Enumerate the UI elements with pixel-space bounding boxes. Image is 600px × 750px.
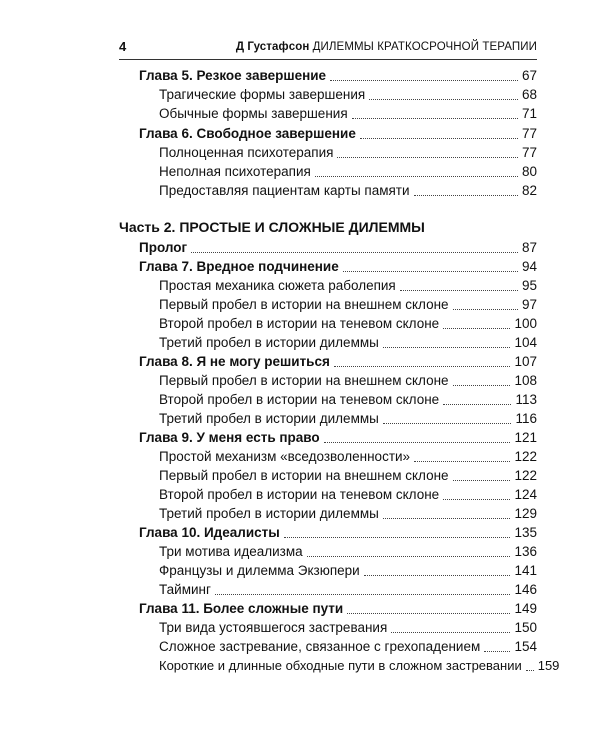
toc-section [159,143,537,163]
toc-entry-page: 97 [521,297,537,312]
toc-section [159,447,537,467]
toc-section [159,371,537,391]
toc-entry-page: 150 [514,620,537,635]
dot-leader [443,404,511,405]
dot-leader [414,195,518,196]
toc-section [159,276,537,296]
toc-section [159,561,537,581]
toc-entry-page: 149 [514,601,537,616]
toc-entry-title: Три мотива идеализма [159,544,303,559]
toc-entry-title: Второй пробел в истории на теневом склоне [159,392,440,407]
dot-leader [383,518,511,519]
toc-entry-title: Глава 10. Идеалисты [139,525,280,540]
toc-entry-title: Французы и дилемма Экзюпери [159,563,360,578]
dot-leader [443,499,510,500]
toc-section [159,85,537,105]
toc-section [159,390,537,410]
toc-entry-title: Глава 7. Вредное подчинение [139,259,339,274]
page-number: 4 [119,39,127,54]
toc-entry-page: 67 [521,68,537,83]
dot-leader [484,651,510,652]
toc-entry-title: Трагические формы завершения [159,87,366,102]
toc-entry-page: 108 [514,373,537,388]
toc-section [159,637,537,657]
toc-entry-title: Глава 6. Свободное завершение [139,126,356,141]
toc-section [159,409,537,429]
toc-entry-title: Простая механика сюжета раболепия [159,278,396,293]
toc-entry-title: Глава 8. Я не могу решиться [139,354,330,369]
toc-chapter [139,523,537,543]
toc-entry-page: 146 [514,582,537,597]
dot-leader [307,556,511,557]
toc-entry-page: 77 [521,126,537,141]
dot-leader [315,176,518,177]
toc-entry-title: Полноценная психотерапия [159,145,334,160]
toc-entry-title: Пролог [139,240,188,255]
toc-entry-page: 124 [514,487,537,502]
toc-entry-title: Обычные формы завершения [159,106,348,121]
toc-entry-page: 122 [514,468,537,483]
dot-leader [391,632,510,633]
toc-entry-page: 122 [514,449,537,464]
toc-entry-title: Второй пробел в истории на теневом склоне [159,487,440,502]
toc-entry-page: 154 [514,639,537,654]
toc-entry-page: 94 [521,259,537,274]
toc-entry-title: Предоставляя пациентам карты памяти [159,183,410,198]
toc-entry-title: Первый пробел в истории на внешнем склоне [159,468,449,483]
toc-entry-title: Сложное застревание, связанное с грехопадением [159,639,481,654]
toc-section [159,314,537,334]
toc-part-heading: Часть 2. ПРОСТЫЕ И СЛОЖНЫЕ ДИЛЕММЫ [119,219,425,235]
dot-leader [383,423,512,424]
toc-entry-page: 80 [521,164,537,179]
toc-entry-page: 141 [514,563,537,578]
toc-entry-title: Глава 9. У меня есть право [139,430,320,445]
toc-section [159,580,537,600]
toc-section [159,104,537,124]
toc-chapter [139,124,537,144]
dot-leader [337,157,518,158]
dot-leader [284,537,511,538]
toc-entry-page: 68 [521,87,537,102]
toc-section [159,656,560,676]
toc-entry-page: 104 [514,335,537,350]
toc-entry-page: 135 [514,525,537,540]
dot-leader [352,118,518,119]
toc-chapter [139,66,537,86]
running-head-author: Д Густафсон [235,41,310,53]
dot-leader [383,347,511,348]
toc-entry-page: 129 [514,506,537,521]
dot-leader [414,461,510,462]
dot-leader [526,670,534,671]
toc-section [159,542,537,562]
dot-leader [369,99,518,100]
toc-entry-page: 113 [515,392,537,407]
dot-leader [191,252,518,253]
toc-section [159,618,537,638]
toc-entry-title: Первый пробел в истории на внешнем склоне [159,297,449,312]
dot-leader [347,613,510,614]
toc-entry-page: 87 [521,240,537,255]
toc-section [159,295,537,315]
toc-entry-page: 77 [521,145,537,160]
toc-entry-page: 159 [537,658,560,673]
dot-leader [400,290,518,291]
toc-chapter [139,238,537,258]
dot-leader [324,442,511,443]
toc-section [159,333,537,353]
dot-leader [360,138,518,139]
toc-section [159,485,537,505]
toc-entry-title: Третий пробел в истории дилеммы [159,411,379,426]
toc-entry-title: Второй пробел в истории на теневом склоне [159,316,440,331]
toc-chapter [139,257,537,277]
dot-leader [330,80,518,81]
toc-entry-title: Тайминг [159,582,211,597]
dot-leader [343,271,518,272]
toc-entry-title: Короткие и длинные обходные пути в сложном застревании [159,658,522,673]
dot-leader [334,366,511,367]
toc-entry-title: Первый пробел в истории на внешнем склоне [159,373,449,388]
toc-chapter [139,599,537,619]
toc-entry-page: 100 [514,316,537,331]
toc-entry-page: 116 [515,411,537,426]
toc-entry-title: Третий пробел в истории дилеммы [159,335,379,350]
toc-section [159,466,537,486]
toc-section [159,181,537,201]
dot-leader [453,385,511,386]
dot-leader [453,309,518,310]
toc-chapter [139,428,537,448]
running-head-title: ДИЛЕММЫ КРАТКОСРОЧНОЙ ТЕРАПИИ [312,41,537,53]
toc-chapter [139,352,537,372]
toc-entry-title: Неполная психотерапия [159,164,311,179]
toc-section [159,162,537,182]
toc-entry-page: 71 [521,106,537,121]
toc-entry-page: 121 [514,430,537,445]
dot-leader [215,594,511,595]
toc-entry-title: Простой механизм «вседозволенности» [159,449,411,464]
dot-leader [364,575,511,576]
dot-leader [443,328,510,329]
toc-entry-page: 95 [521,278,537,293]
toc-entry-page: 82 [521,183,537,198]
toc-entry-title: Глава 5. Резкое завершение [139,68,327,83]
toc-entry-title: Глава 11. Более сложные пути [139,601,344,616]
toc-section [159,504,537,524]
dot-leader [453,480,511,481]
toc-entry-title: Три вида устоявшегося застревания [159,620,388,635]
toc-entry-page: 107 [514,354,537,369]
toc-entry-page: 136 [514,544,537,559]
toc-entry-title: Третий пробел в истории дилеммы [159,506,379,521]
